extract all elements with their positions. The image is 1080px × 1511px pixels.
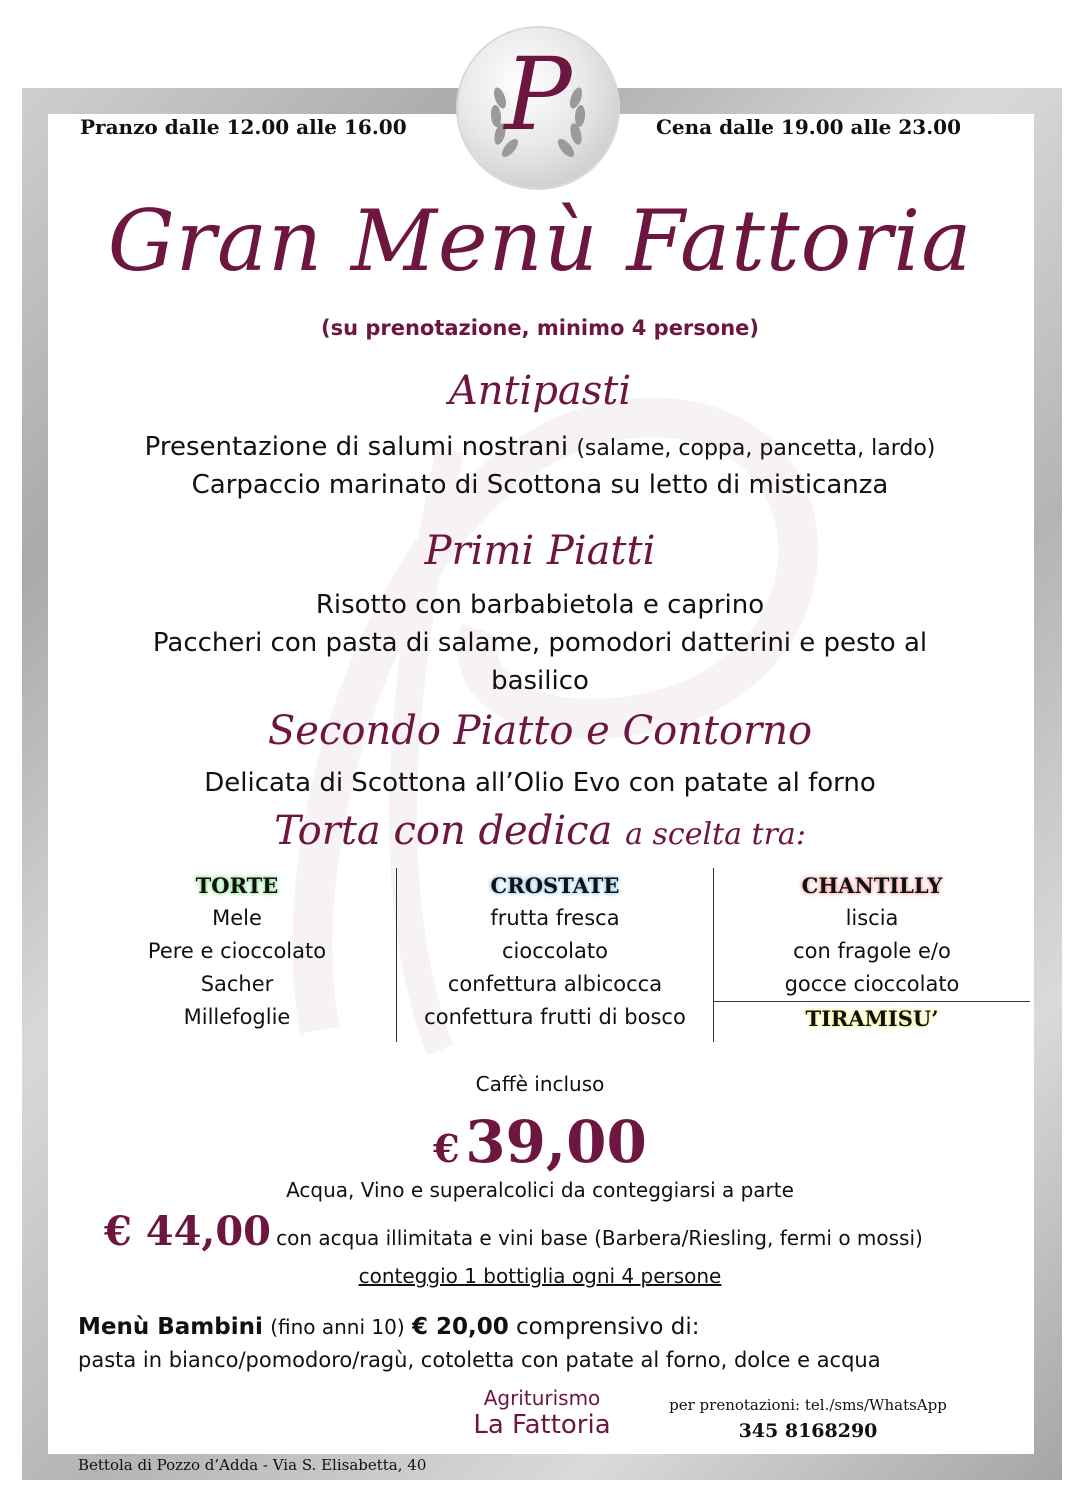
- list-item: Millefoglie: [183, 1005, 291, 1029]
- antipasti-item-2: Carpaccio marinato di Scottona su letto di misticanza: [191, 470, 889, 500]
- currency-symbol: €: [433, 1126, 460, 1171]
- chantilly-title: CHANTILLY: [801, 873, 943, 898]
- crostate-column: [397, 870, 713, 1034]
- secondo-item-1: Delicata di Scottona all’Olio Evo con patate al forno: [204, 768, 876, 798]
- primi-item-1: Risotto con barbabietola e caprino: [315, 590, 765, 620]
- list-item: Sacher: [200, 972, 274, 996]
- primi-heading: Primi Piatti: [424, 528, 656, 574]
- list-item: con fragole e/o: [793, 939, 951, 963]
- list-item: confettura albicocca: [447, 972, 663, 996]
- extras-note: Acqua, Vino e superalcolici da conteggiarsi a parte: [286, 1178, 794, 1202]
- wine-offer: [104, 1208, 1064, 1255]
- antipasti-heading: Antipasti: [448, 368, 632, 414]
- antipasti-item-1-note: (salame, coppa, pancetta, lardo): [576, 436, 936, 461]
- tiramisu-title: TIRAMISU’: [805, 1006, 939, 1031]
- wine-note: con acqua illimitata e vini base (Barbera/Riesling, fermi o mossi): [276, 1226, 923, 1250]
- antipasti-item-1: [0, 432, 1080, 462]
- brand-logo: [462, 1386, 622, 1440]
- main-price-value: 39,00: [465, 1108, 647, 1176]
- menu-title: Gran Menù Fattoria: [107, 192, 973, 290]
- list-item: cioccolato: [502, 939, 608, 963]
- torta-heading-main: Torta con dedica: [274, 808, 613, 854]
- antipasti-item-1-main: Presentazione di salumi nostrani: [144, 432, 569, 462]
- kids-price: € 20,00: [411, 1314, 509, 1340]
- kids-age: (fino anni 10): [270, 1315, 405, 1339]
- brand-bottom: La Fattoria: [473, 1410, 611, 1440]
- kids-suffix: comprensivo di:: [516, 1314, 700, 1340]
- coffee-note: Caffè incluso: [475, 1072, 605, 1096]
- list-item: Mele: [212, 906, 262, 930]
- list-item: gocce cioccolato: [714, 968, 1030, 1002]
- wine-price: € 44,00: [104, 1208, 272, 1255]
- list-item: liscia: [845, 906, 899, 930]
- crostate-title: CROSTATE: [490, 873, 620, 898]
- lunch-hours: Pranzo dalle 12.00 alle 16.00: [80, 115, 407, 139]
- torte-column: [78, 870, 396, 1034]
- torte-title: TORTE: [195, 873, 279, 898]
- kids-menu: [78, 1314, 700, 1340]
- list-item: frutta fresca: [490, 906, 620, 930]
- logo-letter: P: [504, 36, 572, 153]
- menu-subtitle: (su prenotazione, minimo 4 persone): [320, 316, 760, 340]
- torta-heading: [0, 808, 1080, 854]
- booking-label: per prenotazioni: tel./sms/WhatsApp: [669, 1396, 947, 1414]
- kids-label: Menù Bambini: [78, 1314, 263, 1340]
- secondo-heading: Secondo Piatto e Contorno: [267, 708, 813, 754]
- main-price: [0, 1108, 1080, 1176]
- phone-number[interactable]: 345 8168290: [738, 1420, 878, 1442]
- list-item: confettura frutti di bosco: [424, 1005, 686, 1029]
- kids-contents: pasta in bianco/pomodoro/ragù, cotoletta con patate al forno, dolce e acqua: [78, 1348, 881, 1372]
- torta-heading-suffix: a scelta tra:: [625, 817, 806, 852]
- list-item: Pere e cioccolato: [147, 939, 327, 963]
- primi-item-2-line-1: Paccheri con pasta di salame, pomodori datterini e pesto al: [152, 628, 928, 658]
- chantilly-column: [714, 870, 1030, 1035]
- brand-top: Agriturismo: [483, 1386, 601, 1410]
- bottle-note: conteggio 1 bottiglia ogni 4 persone: [358, 1264, 722, 1288]
- restaurant-logo: [458, 28, 618, 188]
- address: Bettola di Pozzo d’Adda - Via S. Elisabetta, 40: [78, 1456, 427, 1474]
- primi-item-2-line-2: basilico: [491, 666, 589, 696]
- dinner-hours: Cena dalle 19.00 alle 23.00: [656, 115, 961, 139]
